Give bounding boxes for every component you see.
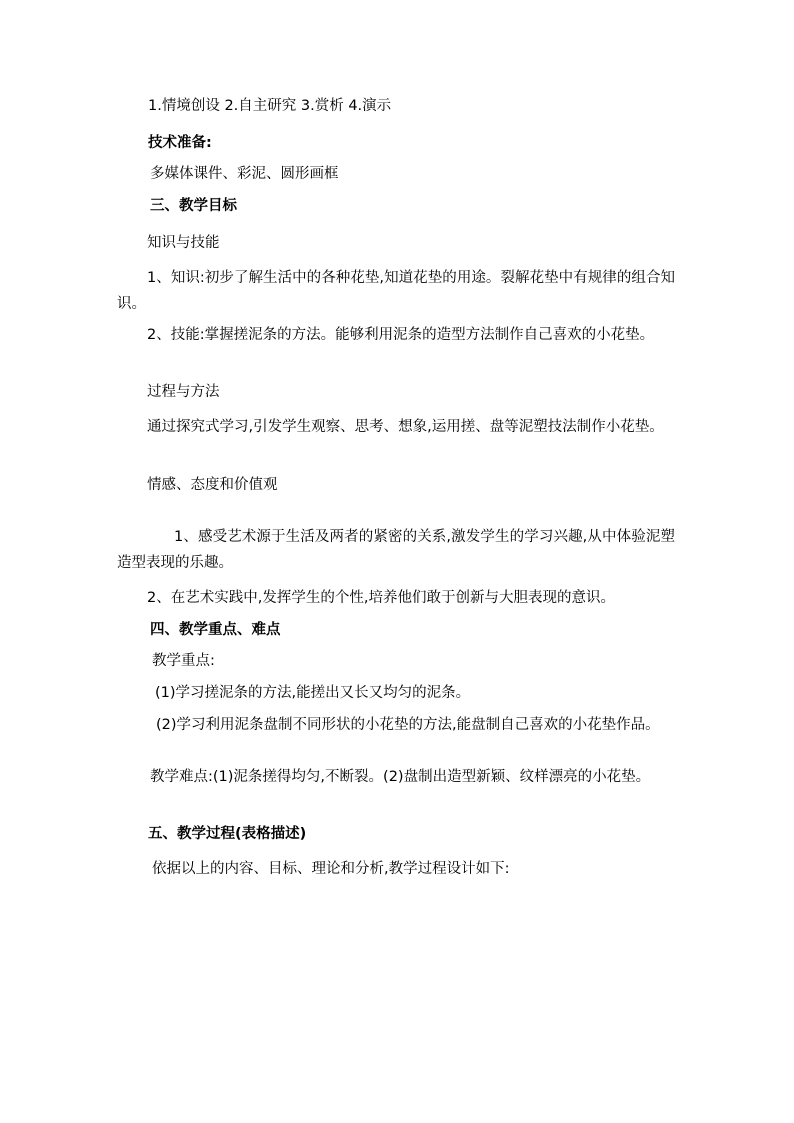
emotion-heading: 情感、态度和价值观 — [147, 477, 278, 493]
knowledge-item-1: 1、知识:初步了解生活中的各种花垫,知道花垫的用途。裂解花垫中有规律的组合知识。 — [117, 270, 675, 312]
process-heading: 过程与方法 — [147, 384, 220, 400]
key-points-label: 教学重点: — [152, 653, 215, 669]
emotion-item-2: 2、在艺术实践中,发挥学生的个性,培养他们敢于创新与大胆表现的意识。 — [147, 590, 615, 606]
key-point-2: (2)学习利用泥条盘制不同形状的小花垫的方法,能盘制自己喜欢的小花垫作品。 — [156, 717, 660, 733]
tech-prep-items: 多媒体课件、彩泥、圆形画框 — [150, 166, 339, 182]
knowledge-heading: 知识与技能 — [147, 235, 220, 251]
tech-prep-heading: 技术准备: — [148, 135, 212, 151]
key-points-heading: 四、教学重点、难点 — [150, 622, 281, 638]
goals-heading: 三、教学目标 — [150, 198, 237, 214]
emotion-item-1: 1、感受艺术源于生活及两者的紧密的关系,激发学生的学习兴趣,从中体验泥塑造型表现的乐趣。 — [117, 529, 675, 571]
procedure-heading: 五、教学过程(表格描述) — [148, 826, 307, 842]
key-point-1: (1)学习搓泥条的方法,能搓出又长又均匀的泥条。 — [155, 685, 471, 701]
knowledge-item-2: 2、技能:掌握搓泥条的方法。能够利用泥条的造型方法制作自己喜欢的小花垫。 — [147, 327, 655, 343]
procedure-intro: 依据以上的内容、目标、理论和分析,教学过程设计如下: — [152, 861, 510, 877]
difficulty-points: 教学难点:(1)泥条搓得均匀,不断裂。(2)盘制出造型新颖、纹样漂亮的小花垫。 — [150, 769, 651, 785]
teaching-methods: 1.情境创设 2.自主研究 3.赏析 4.演示 — [148, 98, 392, 114]
process-text: 通过探究式学习,引发学生观察、思考、想象,运用搓、盘等泥塑技法制作小花垫。 — [147, 419, 664, 435]
